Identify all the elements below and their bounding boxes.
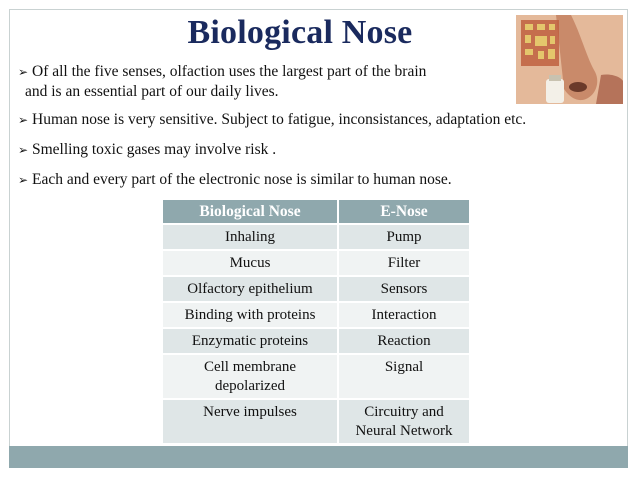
biological-nose-cell: Enzymatic proteins [163,328,338,354]
e-nose-cell: Interaction [338,302,469,328]
table-row [163,276,469,302]
bullet-item: ➢ Human nose is very sensitive. Subject to fatigue, inconsistances, adaptation etc. [18,111,527,128]
bullet-item-continuation: and is an essential part of our daily lives. [25,83,279,100]
e-nose-cell: Signal [338,354,469,399]
e-nose-cell: Circuitry and Neural Network [338,399,469,443]
table-row [163,250,469,276]
comparison-table [163,200,469,443]
column-header: E-Nose [338,200,469,224]
table-row [163,328,469,354]
biological-nose-cell: Cell membrane depolarized [163,354,338,399]
slide-title: Biological Nose [187,14,413,51]
nose-illustration [516,15,623,104]
arrow-bullet-icon: ➢ [18,65,29,79]
table-row [163,224,469,250]
biological-nose-cell: Inhaling [163,224,338,250]
arrow-bullet-icon: ➢ [18,173,29,187]
table-row [163,302,469,328]
e-nose-cell: Reaction [338,328,469,354]
bullet-item: ➢ Each and every part of the electronic nose is similar to human nose. [18,171,452,188]
e-nose-cell: Sensors [338,276,469,302]
biological-nose-cell: Olfactory epithelium [163,276,338,302]
footer-bar [9,446,628,468]
table-row [163,399,469,443]
e-nose-cell: Filter [338,250,469,276]
table-row [163,354,469,399]
biological-nose-cell: Nerve impulses [163,399,338,443]
biological-nose-cell: Binding with proteins [163,302,338,328]
table-header-row [163,200,469,224]
bullet-item: ➢ Smelling toxic gases may involve risk . [18,141,277,158]
arrow-bullet-icon: ➢ [18,143,29,157]
e-nose-cell: Pump [338,224,469,250]
column-header: Biological Nose [163,200,338,224]
biological-nose-cell: Mucus [163,250,338,276]
bullet-item: ➢ Of all the five senses, olfaction uses the largest part of the brain [18,63,427,80]
arrow-bullet-icon: ➢ [18,113,29,127]
